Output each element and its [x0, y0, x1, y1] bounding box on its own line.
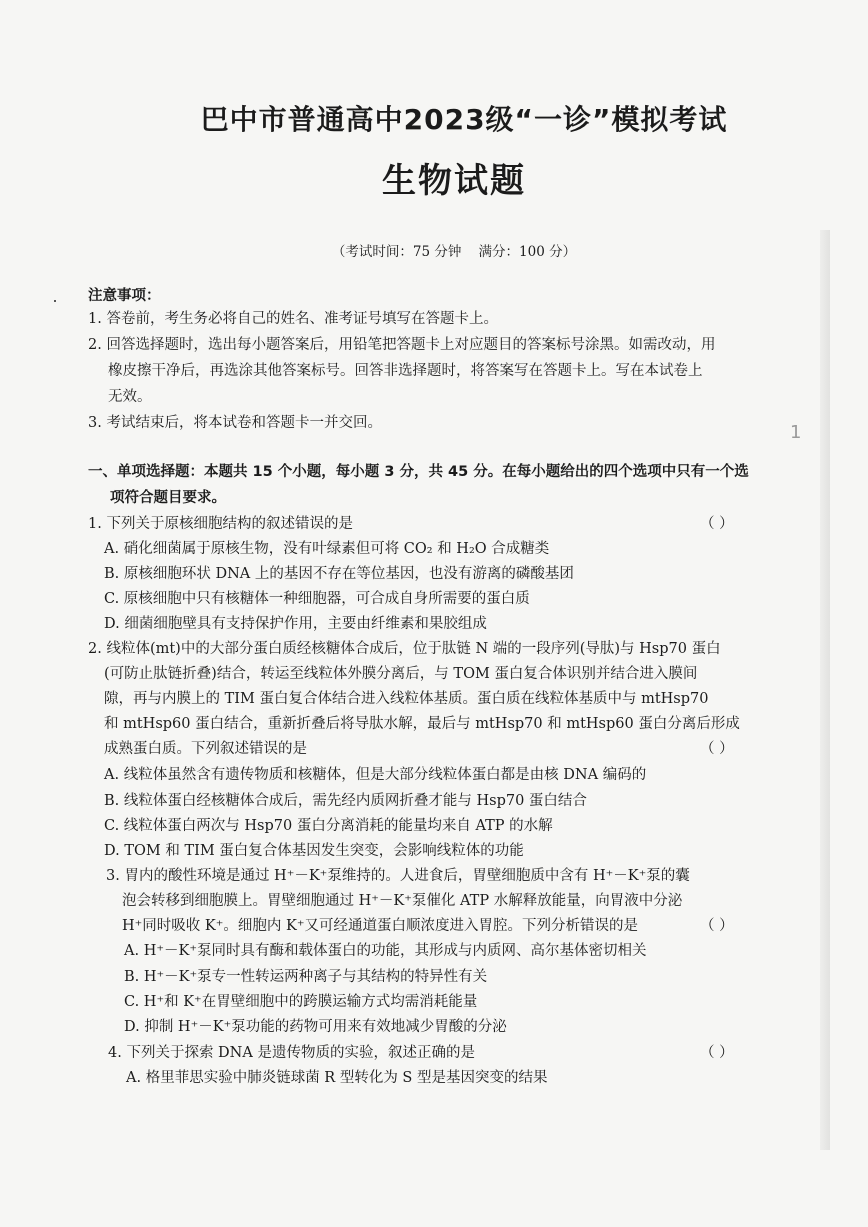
answer-paren-4: （ ） — [700, 1045, 734, 1061]
question-1-option-d: D. 细菌细胞壁具有支持保护作用，主要由纤维素和果胶组成 — [104, 616, 487, 632]
question-2-line-5: 成熟蛋白质。下列叙述错误的是 — [104, 741, 307, 757]
question-1-option-b: B. 原核细胞环状 DNA 上的基因不存在等位基因，也没有游离的磷酸基团 — [104, 566, 574, 582]
scan-speck — [54, 300, 56, 302]
question-2-option-a: A. 线粒体虽然含有遗传物质和核糖体，但是大部分线粒体蛋白都是由核 DNA 编码的 — [104, 767, 647, 783]
question-3-line-3: H⁺同时吸收 K⁺。细胞内 K⁺又可经通道蛋白顺浓度进入胃腔。下列分析错误的是 — [122, 918, 638, 934]
notice-item-2-end: 无效。 — [108, 389, 152, 405]
question-2-option-c: C. 线粒体蛋白两次与 Hsp70 蛋白分离消耗的能量均来自 ATP 的水解 — [104, 818, 553, 834]
question-3-option-b: B. H⁺－K⁺泵专一性转运两种离子与其结构的特异性有关 — [124, 969, 488, 985]
notice-item-3: 3. 考试结束后，将本试卷和答题卡一并交回。 — [88, 415, 382, 431]
question-2-line-2: (可防止肽链折叠)结合，转运至线粒体外膜分离后，与 TOM 蛋白复合体识别并结合进入膜间 — [104, 666, 698, 682]
question-3-option-a: A. H⁺－K⁺泵同时具有酶和载体蛋白的功能，其形成与内质网、高尔基体密切相关 — [124, 943, 647, 959]
question-2-line-3: 隙，再与内膜上的 TIM 蛋白复合体结合进入线粒体基质。蛋白质在线粒体基质中与 mtHsp70 — [104, 691, 709, 707]
question-2-line-4: 和 mtHsp60 蛋白结合，重新折叠后将导肽水解，最后与 mtHsp70 和 mtHsp60 蛋白分离后形成 — [104, 716, 740, 732]
scan-shadow — [820, 230, 830, 1150]
answer-paren-3: （ ） — [700, 918, 734, 934]
section-heading-cont: 项符合题目要求。 — [110, 490, 226, 506]
margin-page-mark: 1 — [790, 422, 802, 443]
question-2-line-1: 2. 线粒体(mt)中的大部分蛋白质经核糖体合成后，位于肽链 N 端的一段序列(导肽)与 Hsp70 蛋白 — [88, 641, 721, 657]
notice-item-2-cont: 橡皮擦干净后，再选涂其他答案标号。回答非选择题时，将答案写在答题卡上。写在本试卷上 — [108, 363, 703, 379]
answer-paren-2: （ ） — [700, 741, 734, 757]
question-1-stem: 1. 下列关于原核细胞结构的叙述错误的是 — [88, 516, 353, 532]
answer-paren-1: （ ） — [700, 516, 734, 532]
notice-item-2: 2. 回答选择题时，选出每小题答案后，用铅笔把答题卡上对应题目的答案标号涂黑。如需改动，用 — [88, 337, 716, 353]
question-1-option-c: C. 原核细胞中只有核糖体一种细胞器，可合成自身所需要的蛋白质 — [104, 591, 530, 607]
question-3-line-1: 3. 胃内的酸性环境是通过 H⁺－K⁺泵维持的。人进食后，胃壁细胞质中含有 H⁺－K⁺泵的囊 — [106, 868, 690, 884]
question-3-option-d: D. 抑制 H⁺－K⁺泵功能的药物可用来有效地减少胃酸的分泌 — [124, 1019, 507, 1035]
question-2-option-b: B. 线粒体蛋白经核糖体合成后，需先经内质网折叠才能与 Hsp70 蛋白结合 — [104, 793, 587, 809]
subject-title: 生物试题 — [382, 161, 526, 201]
exam-meta: （考试时间：75 分钟 满分：100 分） — [331, 244, 577, 260]
notice-title: 注意事项： — [88, 288, 161, 304]
question-4-option-a: A. 格里菲思实验中肺炎链球菌 R 型转化为 S 型是基因突变的结果 — [126, 1070, 548, 1086]
question-4-stem: 4. 下列关于探索 DNA 是遗传物质的实验，叙述正确的是 — [108, 1045, 475, 1061]
question-3-option-c: C. H⁺和 K⁺在胃壁细胞中的跨膜运输方式均需消耗能量 — [124, 994, 478, 1010]
question-1-option-a: A. 硝化细菌属于原核生物，没有叶绿素但可将 CO₂ 和 H₂O 合成糖类 — [104, 541, 550, 557]
question-2-option-d: D. TOM 和 TIM 蛋白复合体基因发生突变，会影响线粒体的功能 — [104, 843, 524, 859]
notice-item-1: 1. 答卷前，考生务必将自己的姓名、准考证号填写在答题卡上。 — [88, 311, 498, 327]
section-heading: 一、单项选择题：本题共 15 个小题，每小题 3 分，共 45 分。在每小题给出的四个选项中只有一个选 — [88, 464, 749, 480]
exam-title: 巴中市普通高中2023级“一诊”模拟考试 — [200, 103, 728, 136]
question-3-line-2: 泡会转移到细胞膜上。胃壁细胞通过 H⁺－K⁺泵催化 ATP 水解释放能量，向胃液中分泌 — [122, 893, 683, 909]
